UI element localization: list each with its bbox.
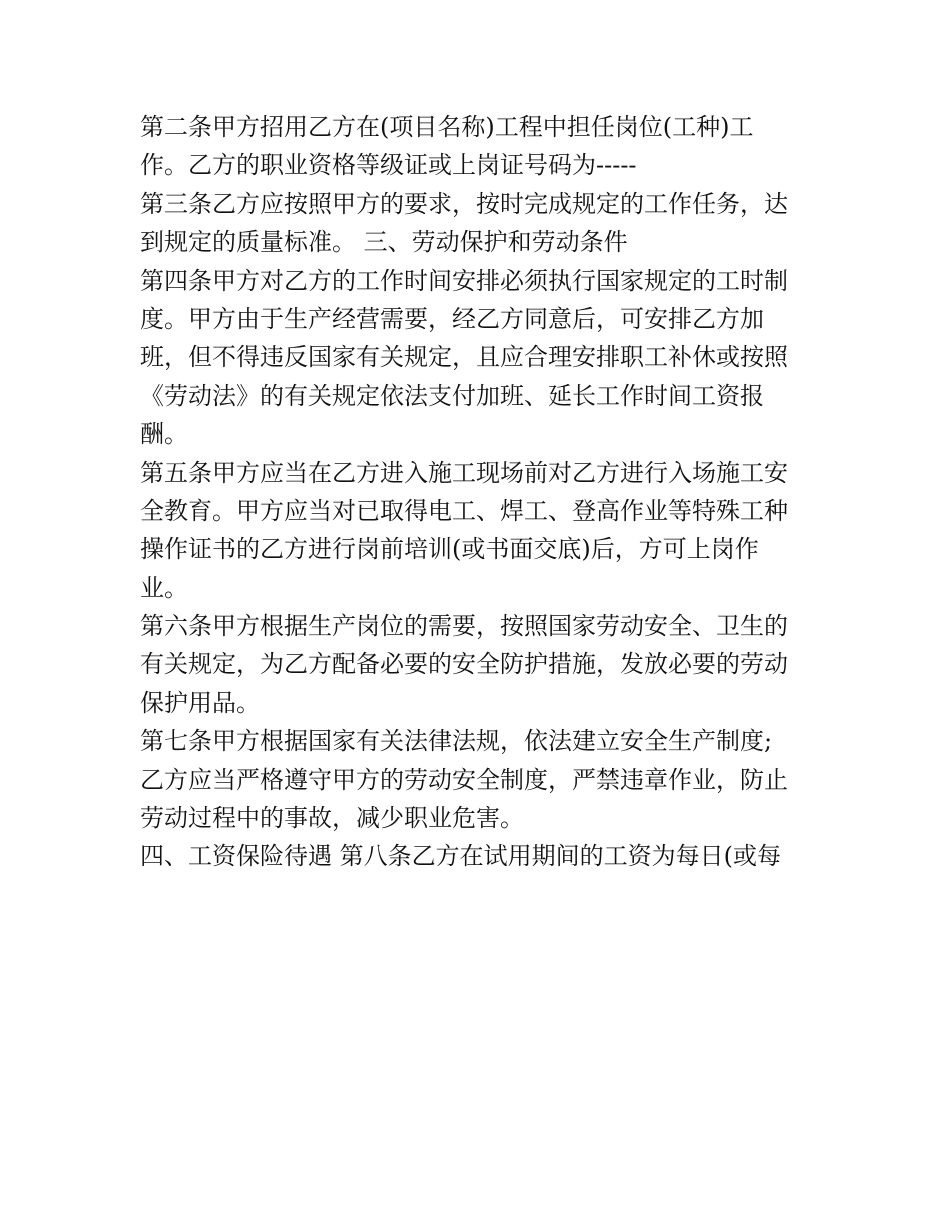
text-line: 四、工资保险待遇 第八条乙方在试用期间的工资为每日(或每 — [140, 842, 781, 871]
text-line: 保护用品。 — [140, 688, 260, 717]
text-line: 第三条乙方应按照甲方的要求，按时完成规定的工作任务，达 — [140, 189, 788, 218]
text-line: 有关规定，为乙方配备必要的安全防护措施，发放必要的劳动 — [140, 650, 788, 679]
text-line: 第二条甲方招用乙方在(项目名称)工程中担任岗位(工种)工 — [140, 113, 754, 141]
contract-text — [140, 108, 830, 876]
text-line: 第六条甲方根据生产岗位的需要，按照国家劳动安全、卫生的 — [140, 612, 788, 641]
text-line: 作。乙方的职业资格等级证或上岗证号码为----- — [140, 151, 637, 180]
text-line: 班，但不得违反国家有关规定，且应合理安排职工补休或按照 — [140, 343, 788, 372]
text-line: 第四条甲方对乙方的工作时间安排必须执行国家规定的工时制 — [140, 266, 788, 295]
text-line: 第五条甲方应当在乙方进入施工现场前对乙方进行入场施工安 — [140, 458, 788, 487]
text-line: 业。 — [140, 573, 188, 602]
text-line: 劳动过程中的事故，减少职业危害。 — [140, 804, 524, 833]
text-line: 到规定的质量标准。 三、劳动保护和劳动条件 — [140, 228, 628, 257]
text-line: 酬。 — [140, 420, 188, 449]
text-line: 度。甲方由于生产经营需要，经乙方同意后，可安排乙方加 — [140, 304, 764, 333]
text-line: 操作证书的乙方进行岗前培训(或书面交底)后，方可上岗作 — [140, 535, 759, 564]
text-line: 《劳动法》的有关规定依法支付加班、延长工作时间工资报 — [140, 381, 764, 410]
text-line: 第七条甲方根据国家有关法律法规，依法建立安全生产制度; — [140, 727, 773, 756]
text-line: 乙方应当严格遵守甲方的劳动安全制度，严禁违章作业，防止 — [140, 765, 788, 794]
text-line: 全教育。甲方应当对已取得电工、焊工、登高作业等特殊工种 — [140, 496, 788, 525]
